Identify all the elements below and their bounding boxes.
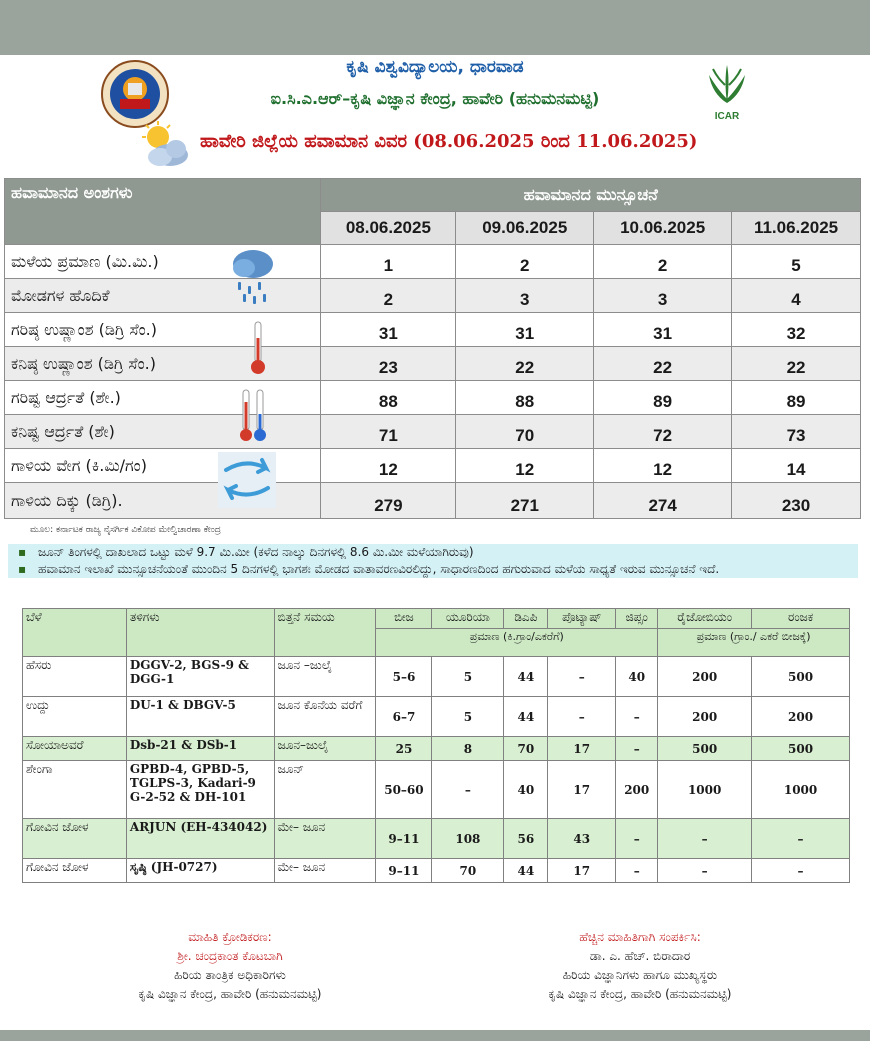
crop-varieties: DGGV-2, BGS-9 & DGG-1 bbox=[126, 657, 274, 697]
gypsum-value: – bbox=[616, 819, 658, 859]
table-row bbox=[23, 737, 850, 761]
thermometer-pair-icon bbox=[238, 388, 270, 444]
cell-value: 22 bbox=[456, 347, 594, 381]
wind-arrows-icon bbox=[218, 452, 276, 508]
cell-value: 72 bbox=[594, 415, 732, 449]
crop-name: ಸೋಯಾಅವರೆ bbox=[23, 737, 127, 761]
row-label: ಕನಿಷ್ಟ ಆರ್ದ್ರತೆ (ಶೇ) bbox=[5, 415, 321, 449]
cell-value: 2 bbox=[456, 245, 594, 279]
ranjaka-value: – bbox=[752, 859, 850, 883]
cell-value: 2 bbox=[594, 245, 732, 279]
gypsum-value: – bbox=[616, 859, 658, 883]
dap-value: 44 bbox=[504, 657, 548, 697]
crop-advisory-table bbox=[22, 608, 850, 883]
sowing-time: ಜೂನ –ಜುಲೈ bbox=[274, 657, 376, 697]
contact-name: ಡಾ. ಎ. ಹೆಚ್. ಬಿರಾದಾರ bbox=[589, 949, 691, 963]
seed-value: 9–11 bbox=[376, 859, 432, 883]
varieties-header: ತಳಿಗಳು bbox=[126, 609, 274, 657]
sowing-time: ಜೂನ್ bbox=[274, 761, 376, 819]
rhizobium-value: – bbox=[658, 819, 752, 859]
seed-value: 25 bbox=[376, 737, 432, 761]
sun-cloud-icon bbox=[138, 121, 192, 169]
compiler-designation: ಹಿರಿಯ ತಾಂತ್ರಿಕ ಅಧಿಕಾರಿಗಳು bbox=[174, 968, 286, 982]
sowing-time: ಮೇ– ಜೂನ bbox=[274, 819, 376, 859]
university-title: ಕೃಷಿ ವಿಶ್ವವಿದ್ಯಾಲಯ, ಧಾರವಾಡ bbox=[346, 57, 524, 77]
cell-value: 23 bbox=[321, 347, 456, 381]
note-item: ▪ ಹವಾಮಾನ ಇಲಾಖೆ ಮುನ್ಸೂಚನೆಯಂತೆ ಮುಂದಿನ 5 ದಿನಗಳಲ್ಲಿ ಭಾಗಶಃ ಮೋಡದ ವಾತಾವರಣವಿರಲಿದ್ದು, ಸಾಧಾರಣದಿಂದ ಹಗುರುವಾದ ಮಳೆಯ ಸಾಧ್ಯತೆ ಇರುವ ಮುನ್ಸೂಚನೆ ಇದೆ. bbox=[8, 561, 858, 578]
row-label: ಮೋಡಗಳ ಹೊದಿಕೆ bbox=[5, 279, 321, 313]
ranjaka-value: 500 bbox=[752, 657, 850, 697]
cell-value: 274 bbox=[594, 483, 732, 519]
thermometer-icon bbox=[248, 320, 268, 376]
gypsum-value: – bbox=[616, 737, 658, 761]
row-label: ಗರಿಷ್ಟ ಆರ್ದ್ರತೆ (ಶೇ.) bbox=[5, 381, 321, 415]
sowing-time: ಮೇ– ಜೂನ bbox=[274, 859, 376, 883]
date-header: 11.06.2025 bbox=[732, 212, 861, 245]
crop-name: ಉದ್ದು bbox=[23, 697, 127, 737]
crop-name: ಹೆಸರು bbox=[23, 657, 127, 697]
cell-value: 31 bbox=[594, 313, 732, 347]
compiler-info bbox=[80, 928, 380, 1004]
potash-value: – bbox=[548, 657, 616, 697]
rhizobium-value: 200 bbox=[658, 697, 752, 737]
table-row bbox=[5, 245, 861, 279]
table-row bbox=[5, 449, 861, 483]
urea-value: – bbox=[432, 761, 504, 819]
cell-value: 3 bbox=[594, 279, 732, 313]
gypsum-value: 200 bbox=[616, 761, 658, 819]
dap-value: 56 bbox=[504, 819, 548, 859]
table-row bbox=[5, 313, 861, 347]
contact-office: ಕೃಷಿ ವಿಜ್ಞಾನ ಕೇಂದ್ರ, ಹಾವೇರಿ (ಹನುಮನಮಟ್ಟಿ) bbox=[548, 987, 732, 1001]
ranjaka-value: – bbox=[752, 819, 850, 859]
param-header: ಹವಾಮಾನದ ಅಂಶಗಳು bbox=[5, 179, 321, 245]
unit-header-kg: ಪ್ರಮಾಣ (ಕಿ.ಗ್ರಾಂ/ಎಕರೆಗೆ) bbox=[376, 629, 658, 657]
crop-varieties: ARJUN (EH-434042) bbox=[126, 819, 274, 859]
table-row bbox=[5, 415, 861, 449]
cell-value: 12 bbox=[321, 449, 456, 483]
cell-value: 89 bbox=[732, 381, 861, 415]
weather-forecast-table bbox=[4, 178, 861, 519]
dap-header: ಡಿಎಪಿ bbox=[504, 609, 548, 629]
cell-value: 4 bbox=[732, 279, 861, 313]
table-row bbox=[23, 761, 850, 819]
table-row bbox=[23, 657, 850, 697]
cell-value: 71 bbox=[321, 415, 456, 449]
rhizobium-value: 500 bbox=[658, 737, 752, 761]
header bbox=[0, 55, 870, 175]
compiler-office: ಕೃಷಿ ವಿಜ್ಞಾನ ಕೇಂದ್ರ, ಹಾವೇರಿ (ಹನುಮನಮಟ್ಟಿ) bbox=[138, 987, 322, 1001]
cell-value: 73 bbox=[732, 415, 861, 449]
kvk-title: ಐ.ಸಿ.ಎ.ಆರ್–ಕೃಷಿ ವಿಜ್ಞಾನ ಕೇಂದ್ರ, ಹಾವೇರಿ (ಹನುಮನಮಟ್ಟಿ) bbox=[270, 89, 600, 108]
gypsum-value: 40 bbox=[616, 657, 658, 697]
rhizobium-header: ರೈಜೋಬಿಯಂ bbox=[658, 609, 752, 629]
contact-designation: ಹಿರಿಯ ವಿಜ್ಞಾನಿಗಳು ಹಾಗೂ ಮುಖ್ಯಸ್ಥರು bbox=[562, 968, 718, 982]
table-row bbox=[5, 279, 861, 313]
dap-value: 40 bbox=[504, 761, 548, 819]
gypsum-header: ಜಿಪ್ಸಂ bbox=[616, 609, 658, 629]
ranjaka-value: 1000 bbox=[752, 761, 850, 819]
urea-value: 108 bbox=[432, 819, 504, 859]
cell-value: 89 bbox=[594, 381, 732, 415]
potash-header: ಪೊಟ್ಯಾಷ್ bbox=[548, 609, 616, 629]
table-row bbox=[23, 859, 850, 883]
top-band bbox=[0, 0, 870, 55]
sowing-header: ಬಿತ್ತನೆ ಸಮಯ bbox=[274, 609, 376, 657]
seed-header: ಬೀಜ bbox=[376, 609, 432, 629]
seed-value: 50–60 bbox=[376, 761, 432, 819]
row-label: ಗರಿಷ್ಠ ಉಷ್ಣಾಂಶ (ಡಿಗ್ರಿ ಸೆಂ.) bbox=[5, 313, 321, 347]
potash-value: 17 bbox=[548, 761, 616, 819]
cell-value: 12 bbox=[594, 449, 732, 483]
note-item: ▪ ಜೂನ್ ತಿಂಗಳಲ್ಲಿ ದಾಖಲಾದ ಒಟ್ಟು ಮಳೆ 9.7 ಮಿ.ಮೀ (ಕಳೆದ ನಾಲ್ಕು ದಿನಗಳಲ್ಲಿ 8.6 ಮಿ.ಮೀ ಮಳೆಯಾಗಿರುವು) bbox=[8, 544, 858, 561]
cell-value: 279 bbox=[321, 483, 456, 519]
compiler-heading: ಮಾಹಿತಿ ಕ್ರೋಡಿಕರಣ: bbox=[188, 930, 272, 944]
cell-value: 3 bbox=[456, 279, 594, 313]
ranjaka-value: 500 bbox=[752, 737, 850, 761]
crop-varieties: Dsb-21 & DSb-1 bbox=[126, 737, 274, 761]
crop-name: ಗೋವಿನ ಜೋಳ bbox=[23, 819, 127, 859]
cell-value: 70 bbox=[456, 415, 594, 449]
ranjaka-header: ರಂಜಕ bbox=[752, 609, 850, 629]
row-label: ಗಾಳಿಯ ವೇಗ (ಕಿ.ಮಿ/ಗಂ) bbox=[5, 449, 321, 483]
potash-value: – bbox=[548, 697, 616, 737]
urea-value: 70 bbox=[432, 859, 504, 883]
potash-value: 17 bbox=[548, 737, 616, 761]
dap-value: 44 bbox=[504, 697, 548, 737]
contact-info bbox=[490, 928, 790, 1004]
forecast-header: ಹವಾಮಾನದ ಮುನ್ಸೂಚನೆ bbox=[321, 179, 861, 212]
urea-value: 5 bbox=[432, 657, 504, 697]
seed-value: 5–6 bbox=[376, 657, 432, 697]
row-label: ಕನಿಷ್ಠ ಉಷ್ಣಾಂಶ (ಡಿಗ್ರಿ ಸೆಂ.) bbox=[5, 347, 321, 381]
table-row bbox=[5, 483, 861, 519]
rhizobium-value: – bbox=[658, 859, 752, 883]
cell-value: 22 bbox=[594, 347, 732, 381]
cell-value: 12 bbox=[456, 449, 594, 483]
cell-value: 5 bbox=[732, 245, 861, 279]
table-row bbox=[23, 697, 850, 737]
advisory-notes bbox=[8, 544, 858, 578]
compiler-name: ಶ್ರೀ. ಚಂದ್ರಕಾಂತ ಕೊಟಬಾಗಿ bbox=[177, 949, 283, 963]
bottom-band bbox=[0, 1030, 870, 1041]
dap-value: 70 bbox=[504, 737, 548, 761]
urea-value: 8 bbox=[432, 737, 504, 761]
seed-value: 6–7 bbox=[376, 697, 432, 737]
cell-value: 1 bbox=[321, 245, 456, 279]
gypsum-value: – bbox=[616, 697, 658, 737]
sowing-time: ಜೂನ ಕೊನೆಯ ವರೆಗೆ bbox=[274, 697, 376, 737]
sowing-time: ಜೂನ–ಜುಲೈ bbox=[274, 737, 376, 761]
cell-value: 88 bbox=[321, 381, 456, 415]
dap-value: 44 bbox=[504, 859, 548, 883]
crop-varieties: DU-1 & DBGV-5 bbox=[126, 697, 274, 737]
ranjaka-value: 200 bbox=[752, 697, 850, 737]
table-row bbox=[5, 347, 861, 381]
row-label: ಮಳೆಯ ಪ್ರಮಾಣ (ಮಿ.ಮಿ.) bbox=[5, 245, 321, 279]
crop-header: ಬೆಳೆ bbox=[23, 609, 127, 657]
cell-value: 22 bbox=[732, 347, 861, 381]
date-header: 08.06.2025 bbox=[321, 212, 456, 245]
contact-heading: ಹೆಚ್ಚಿನ ಮಾಹಿತಿಗಾಗಿ ಸಂಪರ್ಕಿಸಿ: bbox=[579, 930, 701, 944]
icar-logo-icon bbox=[703, 59, 751, 125]
cell-value: 271 bbox=[456, 483, 594, 519]
cell-value: 31 bbox=[321, 313, 456, 347]
rhizobium-value: 200 bbox=[658, 657, 752, 697]
table-row bbox=[23, 819, 850, 859]
potash-value: 43 bbox=[548, 819, 616, 859]
cell-value: 14 bbox=[732, 449, 861, 483]
cell-value: 230 bbox=[732, 483, 861, 519]
cell-value: 32 bbox=[732, 313, 861, 347]
table-row bbox=[5, 381, 861, 415]
cell-value: 31 bbox=[456, 313, 594, 347]
cell-value: 88 bbox=[456, 381, 594, 415]
crop-name: ಗೋವಿನ ಜೋಳ bbox=[23, 859, 127, 883]
rhizobium-value: 1000 bbox=[658, 761, 752, 819]
urea-value: 5 bbox=[432, 697, 504, 737]
icar-label: ICAR bbox=[714, 111, 740, 122]
date-header: 10.06.2025 bbox=[594, 212, 732, 245]
crop-varieties: GPBD-4, GPBD-5, TGLPS-3, Kadari-9 G-2-52 & DH-101 bbox=[126, 761, 274, 819]
crop-varieties: ಸೃಷ್ಠಿ (JH-0727) bbox=[126, 859, 274, 883]
crop-name: ಶೇಂಗಾ bbox=[23, 761, 127, 819]
date-header: 09.06.2025 bbox=[456, 212, 594, 245]
forecast-title: ಹಾವೇರಿ ಜಿಲ್ಲೆಯ ಹವಾಮಾನ ವಿವರ (08.06.2025 ರಿಂದ 11.06.2025) bbox=[200, 131, 698, 152]
cell-value: 2 bbox=[321, 279, 456, 313]
row-label: ಗಾಳಿಯ ದಿಕ್ಕು (ಡಿಗ್ರಿ). bbox=[5, 483, 321, 519]
potash-value: 17 bbox=[548, 859, 616, 883]
rain-cloud-icon bbox=[230, 246, 276, 306]
unit-header-g: ಪ್ರಮಾಣ (ಗ್ರಾಂ./ ಎಕರೆ ಬೀಜಕ್ಕೆ) bbox=[658, 629, 850, 657]
seed-value: 9–11 bbox=[376, 819, 432, 859]
urea-header: ಯೂರಿಯಾ bbox=[432, 609, 504, 629]
source-note: ಮೂಲ: ಕರ್ನಾಟಕ ರಾಜ್ಯ ನೈಸರ್ಗಿಕ ವಿಕೋಪ ಮೇಲ್ವಿಚಾರಣಾ ಕೇಂದ್ರ bbox=[30, 525, 221, 535]
